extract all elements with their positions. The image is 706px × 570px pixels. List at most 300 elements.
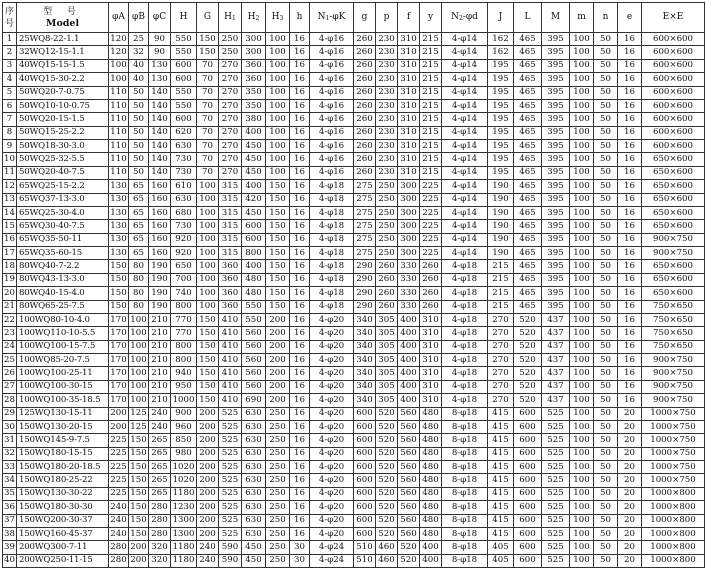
- cell-value: 1230: [171, 501, 197, 514]
- cell-value: 100: [109, 59, 129, 72]
- cell-value: 4-φ18: [442, 273, 488, 286]
- cell-value: 50: [129, 113, 149, 126]
- cell-value: 90: [149, 46, 171, 59]
- cell-value: 16: [290, 287, 310, 300]
- header-col-4: [197, 3, 219, 33]
- cell-value: 4-φ16: [310, 166, 354, 179]
- cell-value: 320: [149, 554, 171, 567]
- cell-value: 20: [618, 407, 642, 420]
- cell-no: 31: [3, 434, 17, 447]
- cell-value: 100: [129, 354, 149, 367]
- cell-value: 395: [542, 206, 570, 219]
- cell-value: 160: [149, 233, 171, 246]
- cell-value: 600×600: [642, 113, 705, 126]
- cell-value: 270: [219, 59, 242, 72]
- cell-value: 520: [376, 420, 398, 433]
- cell-value: 525: [542, 420, 570, 433]
- cell-value: 16: [618, 86, 642, 99]
- cell-model: 100WQ85-20-7.5: [17, 354, 109, 367]
- cell-value: 70: [197, 166, 219, 179]
- cell-value: 520: [514, 394, 542, 407]
- cell-value: 65: [129, 206, 149, 219]
- cell-no: 1: [3, 33, 17, 46]
- cell-model: 100WQ100-30-15: [17, 380, 109, 393]
- cell-value: 280: [109, 541, 129, 554]
- cell-value: 100: [570, 273, 594, 286]
- cell-value: 150: [266, 193, 290, 206]
- table-row: [3, 367, 705, 380]
- cell-value: 50: [594, 73, 618, 86]
- cell-value: 4-φ14: [442, 247, 488, 260]
- cell-value: 520: [376, 447, 398, 460]
- cell-value: 600: [242, 233, 266, 246]
- header-col-n: N: [451, 11, 459, 22]
- cell-value: 520: [514, 367, 542, 380]
- cell-value: 900×750: [642, 247, 705, 260]
- table-row: [3, 247, 705, 260]
- cell-value: 280: [149, 501, 171, 514]
- cell-value: 465: [514, 273, 542, 286]
- cell-value: 520: [514, 340, 542, 353]
- cell-value: 4-φ16: [310, 86, 354, 99]
- cell-value: 250: [376, 247, 398, 260]
- cell-value: 600×600: [642, 73, 705, 86]
- cell-value: 395: [542, 73, 570, 86]
- cell-value: 100: [570, 300, 594, 313]
- cell-value: 600×600: [642, 46, 705, 59]
- cell-value: 100: [570, 487, 594, 500]
- cell-value: 330: [398, 287, 420, 300]
- header-col-11: [376, 3, 398, 33]
- cell-value: 940: [171, 367, 197, 380]
- cell-value: 170: [109, 327, 129, 340]
- cell-value: 250: [266, 501, 290, 514]
- cell-value: 210: [149, 367, 171, 380]
- cell-value: 415: [488, 487, 514, 500]
- cell-value: 140: [149, 113, 171, 126]
- cell-value: 100: [570, 99, 594, 112]
- cell-value: 16: [290, 206, 310, 219]
- cell-value: 480: [420, 434, 442, 447]
- cell-value: 270: [488, 394, 514, 407]
- cell-value: 900×750: [642, 367, 705, 380]
- cell-value: 315: [219, 206, 242, 219]
- cell-value: 8-φ18: [442, 501, 488, 514]
- cell-value: 270: [219, 113, 242, 126]
- cell-no: 20: [3, 287, 17, 300]
- cell-value: 450: [242, 554, 266, 567]
- cell-value: 630: [242, 420, 266, 433]
- header-col-rest: -φd: [462, 11, 478, 22]
- cell-value: 50: [594, 260, 618, 273]
- cell-value: 150: [197, 380, 219, 393]
- cell-value: 315: [219, 220, 242, 233]
- cell-value: 215: [420, 33, 442, 46]
- cell-value: 70: [197, 73, 219, 86]
- cell-value: 525: [219, 514, 242, 527]
- cell-value: 190: [488, 220, 514, 233]
- cell-value: 520: [376, 487, 398, 500]
- header-col-1: [129, 3, 149, 33]
- cell-value: 50: [594, 59, 618, 72]
- cell-value: 16: [290, 420, 310, 433]
- cell-value: 100: [266, 166, 290, 179]
- cell-value: 650: [171, 260, 197, 273]
- cell-value: 465: [514, 300, 542, 313]
- cell-value: 100: [570, 541, 594, 554]
- cell-value: 480: [420, 527, 442, 540]
- cell-value: 16: [618, 313, 642, 326]
- cell-value: 4-φ16: [310, 113, 354, 126]
- cell-value: 630: [242, 447, 266, 460]
- cell-model: 65WQ25-30-4.0: [17, 206, 109, 219]
- dimension-table: [2, 2, 705, 568]
- cell-value: 450: [242, 206, 266, 219]
- cell-value: 610: [171, 180, 197, 193]
- cell-value: 4-φ14: [442, 193, 488, 206]
- cell-value: 480: [420, 407, 442, 420]
- cell-value: 50: [129, 140, 149, 153]
- header-model: [17, 3, 109, 33]
- cell-value: 240: [197, 554, 219, 567]
- cell-value: 100: [266, 86, 290, 99]
- cell-value: 250: [376, 193, 398, 206]
- cell-value: 70: [197, 113, 219, 126]
- table-row: [3, 33, 705, 46]
- cell-value: 130: [149, 59, 171, 72]
- cell-value: 100: [570, 474, 594, 487]
- cell-value: 437: [542, 313, 570, 326]
- cell-value: 275: [354, 220, 376, 233]
- cell-value: 525: [542, 434, 570, 447]
- cell-value: 225: [109, 434, 129, 447]
- cell-value: 16: [618, 247, 642, 260]
- cell-value: 100: [570, 33, 594, 46]
- cell-value: 4-φ14: [442, 113, 488, 126]
- cell-value: 210: [149, 354, 171, 367]
- cell-value: 280: [149, 514, 171, 527]
- table-row: [3, 273, 705, 286]
- cell-value: 130: [149, 73, 171, 86]
- cell-value: 750×650: [642, 340, 705, 353]
- cell-value: 170: [109, 313, 129, 326]
- cell-value: 100: [570, 166, 594, 179]
- cell-value: 600: [242, 220, 266, 233]
- cell-value: 140: [149, 126, 171, 139]
- cell-value: 290: [354, 287, 376, 300]
- cell-value: 162: [488, 46, 514, 59]
- cell-value: 4-φ16: [310, 99, 354, 112]
- cell-value: 330: [398, 260, 420, 273]
- cell-value: 260: [376, 260, 398, 273]
- cell-value: 16: [290, 247, 310, 260]
- cell-value: 230: [376, 33, 398, 46]
- cell-model: 100WQ100-15-7.5: [17, 340, 109, 353]
- cell-value: 100: [570, 501, 594, 514]
- cell-value: 150: [266, 220, 290, 233]
- cell-value: 4-φ14: [442, 86, 488, 99]
- cell-value: 70: [197, 59, 219, 72]
- cell-value: 100: [570, 514, 594, 527]
- cell-no: 28: [3, 394, 17, 407]
- cell-value: 8-φ18: [442, 514, 488, 527]
- cell-value: 700: [171, 273, 197, 286]
- cell-model: 40WQ15-15-1.5: [17, 59, 109, 72]
- cell-value: 4-φ14: [442, 140, 488, 153]
- table-row: [3, 180, 705, 193]
- header-col-2: [149, 3, 171, 33]
- cell-value: 740: [171, 287, 197, 300]
- cell-value: 50: [594, 300, 618, 313]
- cell-value: 395: [542, 86, 570, 99]
- cell-value: 310: [398, 166, 420, 179]
- cell-value: 4-φ16: [310, 140, 354, 153]
- cell-value: 16: [290, 46, 310, 59]
- cell-value: 100: [570, 380, 594, 393]
- cell-value: 150: [266, 180, 290, 193]
- cell-value: 315: [219, 247, 242, 260]
- cell-value: 100: [570, 86, 594, 99]
- cell-value: 415: [488, 407, 514, 420]
- cell-value: 600×600: [642, 126, 705, 139]
- cell-value: 950: [171, 380, 197, 393]
- cell-value: 150: [197, 367, 219, 380]
- cell-value: 550: [171, 33, 197, 46]
- cell-value: 4-φ18: [310, 220, 354, 233]
- cell-value: 4-φ18: [442, 394, 488, 407]
- cell-value: 4-φ14: [442, 126, 488, 139]
- cell-value: 1300: [171, 527, 197, 540]
- cell-value: 340: [354, 313, 376, 326]
- cell-value: 40: [129, 59, 149, 72]
- table-row: [3, 287, 705, 300]
- cell-value: 4-φ20: [310, 514, 354, 527]
- cell-no: 40: [3, 554, 17, 567]
- cell-value: 250: [266, 447, 290, 460]
- cell-value: 280: [109, 554, 129, 567]
- cell-value: 150: [197, 354, 219, 367]
- cell-value: 510: [354, 554, 376, 567]
- cell-value: 4-φ18: [310, 206, 354, 219]
- cell-value: 50: [594, 273, 618, 286]
- table-row: [3, 340, 705, 353]
- cell-value: 150: [197, 340, 219, 353]
- cell-model: 50WQ25-32-5.5: [17, 153, 109, 166]
- cell-value: 110: [109, 86, 129, 99]
- cell-value: 920: [171, 247, 197, 260]
- cell-value: 50: [594, 247, 618, 260]
- cell-value: 465: [514, 180, 542, 193]
- cell-model: 150WQ145-9-7.5: [17, 434, 109, 447]
- cell-value: 30: [290, 541, 310, 554]
- cell-value: 265: [149, 434, 171, 447]
- cell-value: 8-φ18: [442, 487, 488, 500]
- cell-value: 100: [197, 300, 219, 313]
- cell-value: 395: [542, 287, 570, 300]
- cell-value: 600: [354, 474, 376, 487]
- cell-value: 140: [149, 166, 171, 179]
- cell-value: 16: [618, 180, 642, 193]
- cell-value: 250: [266, 527, 290, 540]
- cell-value: 260: [354, 126, 376, 139]
- cell-value: 16: [290, 447, 310, 460]
- cell-value: 400: [420, 554, 442, 567]
- table-row: [3, 166, 705, 179]
- cell-value: 450: [242, 153, 266, 166]
- cell-value: 190: [488, 233, 514, 246]
- header-col-3: [171, 3, 197, 33]
- cell-value: 200: [266, 380, 290, 393]
- cell-value: 65: [129, 247, 149, 260]
- cell-value: 360: [219, 260, 242, 273]
- cell-value: 450: [242, 140, 266, 153]
- cell-value: 50: [594, 501, 618, 514]
- header-col-15: [488, 3, 514, 33]
- cell-value: 100: [570, 220, 594, 233]
- cell-value: 100: [266, 33, 290, 46]
- cell-value: 850: [171, 434, 197, 447]
- cell-value: 630: [242, 527, 266, 540]
- cell-value: 110: [109, 113, 129, 126]
- cell-value: 16: [618, 140, 642, 153]
- cell-value: 750×650: [642, 313, 705, 326]
- cell-model: 40WQ15-30-2.2: [17, 73, 109, 86]
- header-no-line-2: 号: [4, 18, 14, 29]
- cell-value: 100: [266, 73, 290, 86]
- cell-value: 230: [376, 166, 398, 179]
- cell-value: 195: [488, 140, 514, 153]
- cell-value: 1000×750: [642, 434, 705, 447]
- cell-value: 250: [266, 541, 290, 554]
- cell-value: 600: [514, 461, 542, 474]
- cell-value: 750×650: [642, 300, 705, 313]
- cell-value: 150: [109, 260, 129, 273]
- cell-value: 260: [376, 300, 398, 313]
- table-row: [3, 541, 705, 554]
- cell-value: 600: [354, 461, 376, 474]
- cell-value: 100: [570, 260, 594, 273]
- cell-value: 150: [266, 260, 290, 273]
- cell-value: 275: [354, 247, 376, 260]
- cell-value: 50: [594, 46, 618, 59]
- header-col-9: [310, 3, 354, 33]
- cell-value: 190: [149, 260, 171, 273]
- cell-value: 16: [290, 193, 310, 206]
- cell-value: 190: [488, 247, 514, 260]
- cell-value: 520: [376, 474, 398, 487]
- cell-value: 730: [171, 166, 197, 179]
- cell-value: 160: [149, 206, 171, 219]
- cell-value: 225: [109, 474, 129, 487]
- cell-no: 37: [3, 514, 17, 527]
- cell-value: 480: [420, 474, 442, 487]
- cell-value: 770: [171, 313, 197, 326]
- cell-value: 340: [354, 367, 376, 380]
- cell-value: 260: [354, 86, 376, 99]
- cell-value: 150: [197, 394, 219, 407]
- cell-value: 230: [376, 86, 398, 99]
- table-row: [3, 447, 705, 460]
- cell-value: 16: [290, 394, 310, 407]
- cell-value: 480: [420, 501, 442, 514]
- cell-value: 100: [197, 220, 219, 233]
- cell-value: 395: [542, 153, 570, 166]
- cell-value: 4-φ20: [310, 354, 354, 367]
- cell-value: 270: [488, 367, 514, 380]
- cell-value: 305: [376, 367, 398, 380]
- cell-value: 525: [542, 407, 570, 420]
- table-row: [3, 487, 705, 500]
- cell-value: 410: [219, 394, 242, 407]
- cell-value: 560: [242, 354, 266, 367]
- cell-value: 300: [398, 180, 420, 193]
- cell-no: 36: [3, 501, 17, 514]
- cell-value: 560: [398, 474, 420, 487]
- cell-value: 1000: [171, 394, 197, 407]
- cell-value: 4-φ18: [442, 327, 488, 340]
- cell-value: 450: [242, 166, 266, 179]
- cell-value: 1000×800: [642, 487, 705, 500]
- cell-value: 4-φ18: [310, 260, 354, 273]
- cell-value: 20: [618, 487, 642, 500]
- cell-value: 200: [109, 420, 129, 433]
- cell-value: 250: [266, 514, 290, 527]
- cell-value: 415: [488, 434, 514, 447]
- cell-value: 4-φ14: [442, 99, 488, 112]
- cell-value: 100: [570, 46, 594, 59]
- cell-value: 405: [488, 554, 514, 567]
- cell-value: 560: [242, 367, 266, 380]
- cell-value: 480: [242, 287, 266, 300]
- cell-value: 240: [149, 420, 171, 433]
- cell-value: 330: [398, 300, 420, 313]
- cell-value: 130: [109, 193, 129, 206]
- cell-no: 22: [3, 313, 17, 326]
- header-col-label: y: [427, 11, 434, 22]
- header-col-5: [219, 3, 242, 33]
- cell-value: 215: [420, 46, 442, 59]
- cell-value: 50: [594, 99, 618, 112]
- cell-value: 50: [594, 327, 618, 340]
- cell-value: 150: [109, 273, 129, 286]
- cell-value: 380: [242, 113, 266, 126]
- cell-value: 150: [129, 461, 149, 474]
- cell-model: 150WQ180-30-30: [17, 501, 109, 514]
- cell-value: 4-φ18: [310, 180, 354, 193]
- table-row: [3, 461, 705, 474]
- cell-value: 150: [266, 206, 290, 219]
- cell-model: 200WQ250-11-15: [17, 554, 109, 567]
- cell-value: 16: [290, 380, 310, 393]
- cell-value: 400: [398, 313, 420, 326]
- cell-value: 100: [570, 113, 594, 126]
- cell-value: 800: [242, 247, 266, 260]
- cell-no: 38: [3, 527, 17, 540]
- cell-value: 410: [219, 354, 242, 367]
- cell-value: 20: [618, 527, 642, 540]
- cell-value: 520: [514, 327, 542, 340]
- cell-value: 20: [618, 514, 642, 527]
- cell-value: 260: [354, 166, 376, 179]
- cell-value: 162: [488, 33, 514, 46]
- cell-value: 525: [219, 434, 242, 447]
- cell-value: 100: [570, 206, 594, 219]
- cell-value: 50: [129, 86, 149, 99]
- cell-value: 415: [488, 420, 514, 433]
- cell-value: 620: [171, 126, 197, 139]
- cell-value: 16: [618, 166, 642, 179]
- cell-value: 50: [594, 193, 618, 206]
